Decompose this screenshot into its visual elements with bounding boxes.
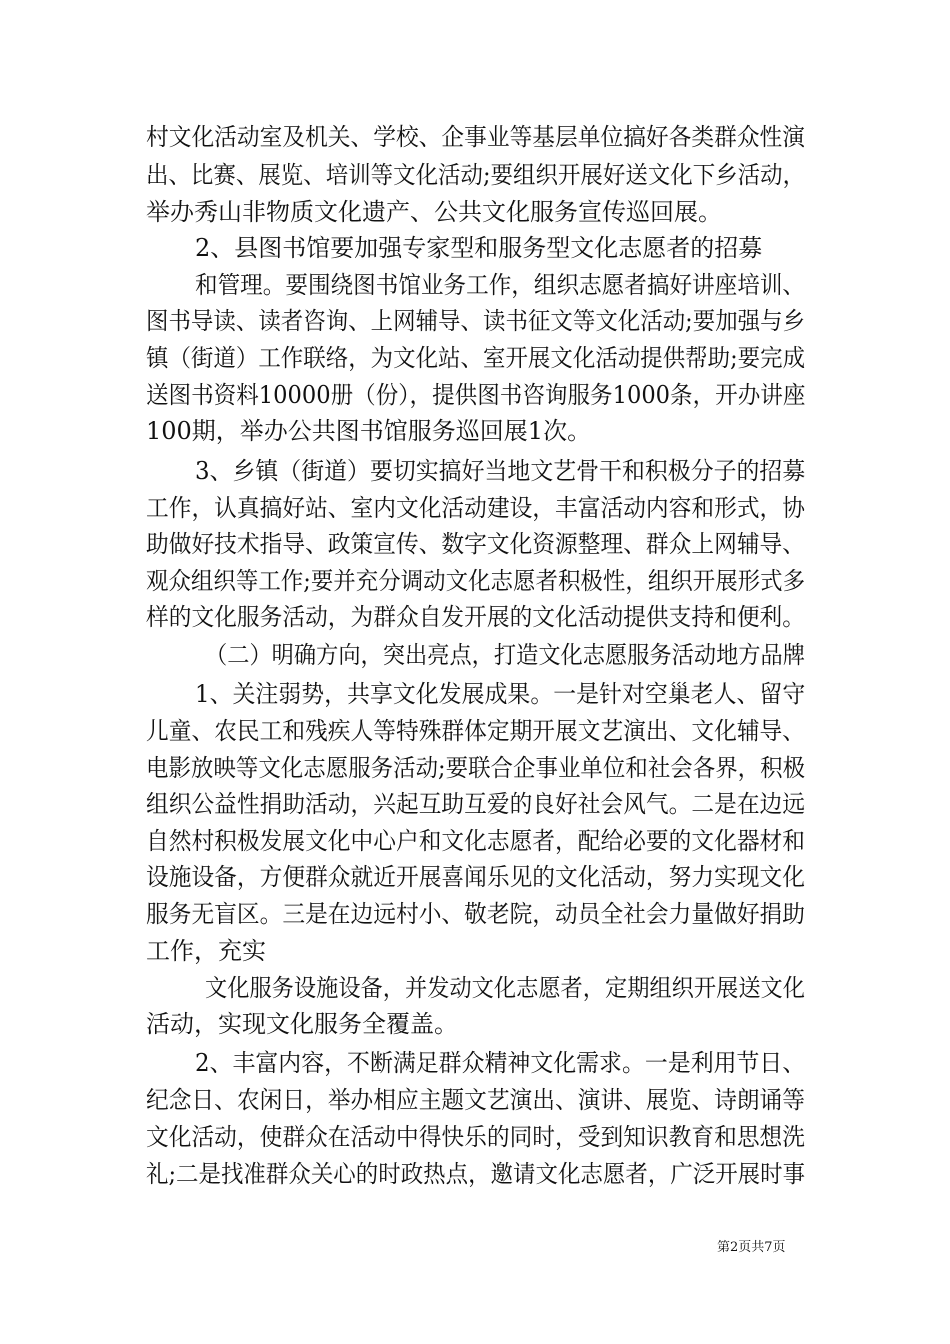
page-number-footer: 第2页共7页 — [717, 1240, 786, 1255]
text-line: 镇（街道）工作联络，为文化站、室开展文化活动提供帮助;要完成 — [146, 344, 806, 372]
text-line: 举办秀山非物质文化遗产、公共文化服务宣传巡回展。 — [146, 198, 722, 226]
text-line: 样的文化服务活动，为群众自发开展的文化活动提供支持和便利。 — [146, 603, 805, 631]
text-line: 观众组织等工作;要并充分调动文化志愿者积极性，组织开展形式多 — [146, 567, 806, 595]
text-line: 工作，认真搞好站、室内文化活动建设，丰富活动内容和形式，协 — [146, 494, 805, 522]
text-line: 3、乡镇（街道）要切实搞好当地文艺骨干和积极分子的招募 — [195, 457, 806, 485]
text-line: 礼;二是找准群众关心的时政热点，邀请文化志愿者，广泛开展时事 — [146, 1160, 806, 1188]
text-line: 电影放映等文化志愿服务活动;要联合企事业单位和社会各界，积极 — [146, 754, 806, 782]
text-line: 儿童、农民工和残疾人等特殊群体定期开展文艺演出、文化辅导、 — [146, 717, 805, 745]
text-line: 纪念日、农闲日，举办相应主题文艺演出、演讲、展览、诗朗诵等 — [146, 1086, 805, 1114]
text-line: 工作，充实 — [146, 937, 266, 965]
text-line: 服务无盲区。三是在边远村小、敬老院，动员全社会力量做好捐助 — [146, 900, 805, 928]
text-line: 自然村积极发展文化中心户和文化志愿者，配给必要的文化器材和 — [146, 827, 805, 855]
text-line: 组织公益性捐助活动，兴起互助互爱的良好社会风气。二是在边远 — [146, 790, 805, 818]
text-line: 村文化活动室及机关、学校、企事业等基层单位搞好各类群众性演 — [146, 123, 805, 151]
text-line: 文化服务设施设备，并发动文化志愿者，定期组织开展送文化 — [205, 974, 805, 1002]
text-line: 送图书资料10000册（份），提供图书咨询服务1000条，开办讲座 — [146, 381, 806, 409]
text-line: 2、县图书馆要加强专家型和服务型文化志愿者的招募 — [195, 234, 763, 262]
text-line: 助做好技术指导、政策宣传、数字文化资源整理、群众上网辅导、 — [146, 530, 805, 558]
text-line: 活动，实现文化服务全覆盖。 — [146, 1010, 458, 1038]
text-line: 图书导读、读者咨询、上网辅导、读书征文等文化活动;要加强与乡 — [146, 307, 806, 335]
text-line: 文化活动，使群众在活动中得快乐的同时，受到知识教育和思想洗 — [146, 1123, 805, 1151]
text-line: 出、比赛、展览、培训等文化活动;要组织开展好送文化下乡活动， — [146, 161, 806, 189]
section-heading: （二）明确方向，突出亮点，打造文化志愿服务活动地方品牌 — [205, 641, 805, 669]
text-line: 100期，举办公共图书馆服务巡回展1次。 — [146, 417, 592, 445]
text-line: 设施设备，方便群众就近开展喜闻乐见的文化活动，努力实现文化 — [146, 863, 805, 891]
text-line: 1、关注弱势，共享文化发展成果。一是针对空巢老人、留守 — [195, 680, 806, 708]
text-line: 2、丰富内容，不断满足群众精神文化需求。一是利用节日、 — [195, 1049, 806, 1077]
text-line: 和管理。要围绕图书馆业务工作，组织志愿者搞好讲座培训、 — [195, 271, 805, 299]
